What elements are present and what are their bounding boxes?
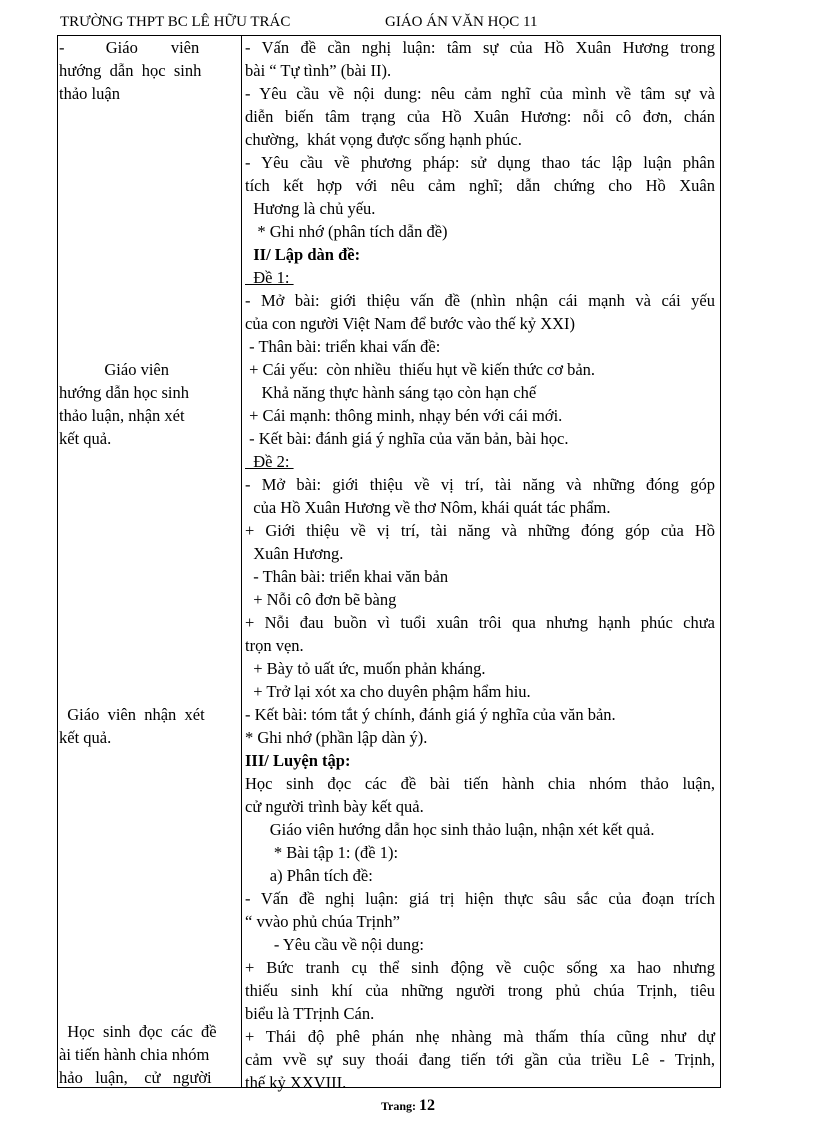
- content-line: “ vvào phủ chúa Trịnh”: [245, 912, 400, 931]
- activity-block: [59, 703, 239, 749]
- activity-line: Giáo viên nhận xét: [59, 705, 205, 724]
- column-divider: [241, 36, 242, 1087]
- content-line: a) Phân tích đề:: [245, 866, 373, 885]
- content-line: thế kỷ XXVIII.: [245, 1073, 347, 1092]
- content-line: - Yêu cầu về nội dung:: [245, 935, 425, 954]
- page-header: [60, 14, 760, 36]
- activity-block: [59, 358, 239, 450]
- content-line: * Ghi nhớ (phần lập dàn ý).: [245, 728, 428, 747]
- activity-line: kết quả.: [59, 429, 112, 448]
- content-line: - Thân bài: triển khai văn bản: [245, 567, 449, 586]
- content-line: cảm vvề sự suy thoái đang tiến tới gần của triều Lê - Trịnh,: [245, 1050, 715, 1069]
- content-line: chường, khát vọng được sống hạnh phúc.: [245, 130, 522, 149]
- content-line: II/ Lập dàn đề:: [245, 245, 361, 264]
- content-line: * Bài tập 1: (đề 1):: [245, 843, 399, 862]
- lesson-content-column: [245, 36, 715, 1094]
- activity-line: - Giáo viên: [59, 38, 200, 57]
- activity-line: hướng dẫn học sinh: [59, 383, 189, 402]
- activity-line: hảo luận, cử người: [59, 1068, 212, 1087]
- content-line: trọn vẹn.: [245, 636, 304, 655]
- content-line: diễn biến tâm trạng của Hồ Xuân Hương: nỗi cô đơn, chán: [245, 107, 715, 126]
- content-line: - Thân bài: triển khai vấn đề:: [245, 337, 441, 356]
- content-line: Hương là chủ yếu.: [245, 199, 376, 218]
- content-line: biểu là TTrịnh Cán.: [245, 1004, 375, 1023]
- content-line: Đề 2:: [245, 452, 294, 471]
- page-footer: [0, 1097, 816, 1115]
- activity-line: thảo luận, nhận xét: [59, 406, 185, 425]
- activity-line: kết quả.: [59, 728, 112, 747]
- page-number: 12: [419, 1097, 436, 1114]
- content-line: cử người trình bày kết quả.: [245, 797, 424, 816]
- content-line: - Mở bài: giới thiệu về vị trí, tài năng và những đóng góp: [245, 475, 715, 494]
- content-line: + Bức tranh cụ thể sinh động về cuộc sống xa hao nhưng: [245, 958, 715, 977]
- content-line: bài “ Tự tình” (bài II).: [245, 61, 392, 80]
- content-line: + Trở lại xót xa cho duyên phậm hẩm hiu.: [245, 682, 531, 701]
- content-line: - Kết bài: tóm tắt ý chính, đánh giá ý nghĩa của văn bản.: [245, 705, 616, 724]
- content-line: Giáo viên hướng dẫn học sinh thảo luận, nhận xét kết quả.: [245, 820, 655, 839]
- content-line: + Thái độ phê phán nhẹ nhàng mà thấm thía cũng như dự: [245, 1027, 715, 1046]
- activity-line: Giáo viên: [59, 360, 169, 379]
- activity-block: [59, 1020, 239, 1089]
- content-line: - Yêu cầu về nội dung: nêu cảm nghĩ của mình về tâm sự và: [245, 84, 715, 103]
- content-line: - Vấn đề cần nghị luận: tâm sự của Hồ Xuân Hương trong: [245, 38, 715, 57]
- content-line: + Nỗi cô đơn bẽ bàng: [245, 590, 397, 609]
- content-line: III/ Luyện tập:: [245, 751, 351, 770]
- lesson-table: [57, 35, 721, 1092]
- content-line: Học sinh đọc các đề bài tiến hành chia nhóm thảo luận,: [245, 774, 715, 793]
- content-line: + Bày tỏ uất ức, muốn phản kháng.: [245, 659, 486, 678]
- content-line: - Kết bài: đánh giá ý nghĩa của văn bản, bài học.: [245, 429, 569, 448]
- content-line: - Mở bài: giới thiệu vấn đề (nhìn nhận cái mạnh và cái yếu: [245, 291, 715, 310]
- content-line: - Vấn đề nghị luận: giá trị hiện thực sâu sắc của đoạn trích: [245, 889, 715, 908]
- activity-line: thảo luận: [59, 84, 120, 103]
- activity-block: [59, 36, 239, 105]
- content-line: tích kết hợp với nêu cảm nghĩ; dẫn chứng cho Hồ Xuân: [245, 176, 715, 195]
- content-line: Đề 1:: [245, 268, 294, 287]
- activity-line: Học sinh đọc các đề: [59, 1022, 217, 1041]
- page-label: Trang:: [380, 1099, 417, 1113]
- content-line: của con người Việt Nam để bước vào thế kỷ XXI): [245, 314, 576, 333]
- content-line: - Yêu cầu về phương pháp: sử dụng thao tác lập luận phân: [245, 153, 715, 172]
- activity-line: hướng dẫn học sinh: [59, 61, 202, 80]
- subject-title: GIÁO ÁN VĂN HỌC 11: [385, 14, 538, 30]
- content-line: Khả năng thực hành sáng tạo còn hạn chế: [245, 383, 537, 402]
- content-line: * Ghi nhớ (phân tích dẫn đề): [245, 222, 448, 241]
- content-line: Xuân Hương.: [245, 544, 344, 563]
- content-line: + Nỗi đau buồn vì tuổi xuân trôi qua nhưng hạnh phúc chưa: [245, 613, 715, 632]
- content-line: của Hồ Xuân Hương về thơ Nôm, khái quát tác phẩm.: [245, 498, 611, 517]
- school-name: TRƯỜNG THPT BC LÊ HỮU TRÁC: [60, 14, 291, 30]
- activity-line: ài tiến hành chia nhóm: [59, 1045, 210, 1064]
- content-line: thiếu sinh khí của những người trong phủ chúa Trịnh, tiêu: [245, 981, 715, 1000]
- content-line: + Cái yếu: còn nhiều thiếu hụt về kiến thức cơ bản.: [245, 360, 596, 379]
- content-line: + Giới thiệu về vị trí, tài năng và những đóng góp của Hồ: [245, 521, 715, 540]
- content-line: + Cái mạnh: thông minh, nhạy bén với cái mới.: [245, 406, 563, 425]
